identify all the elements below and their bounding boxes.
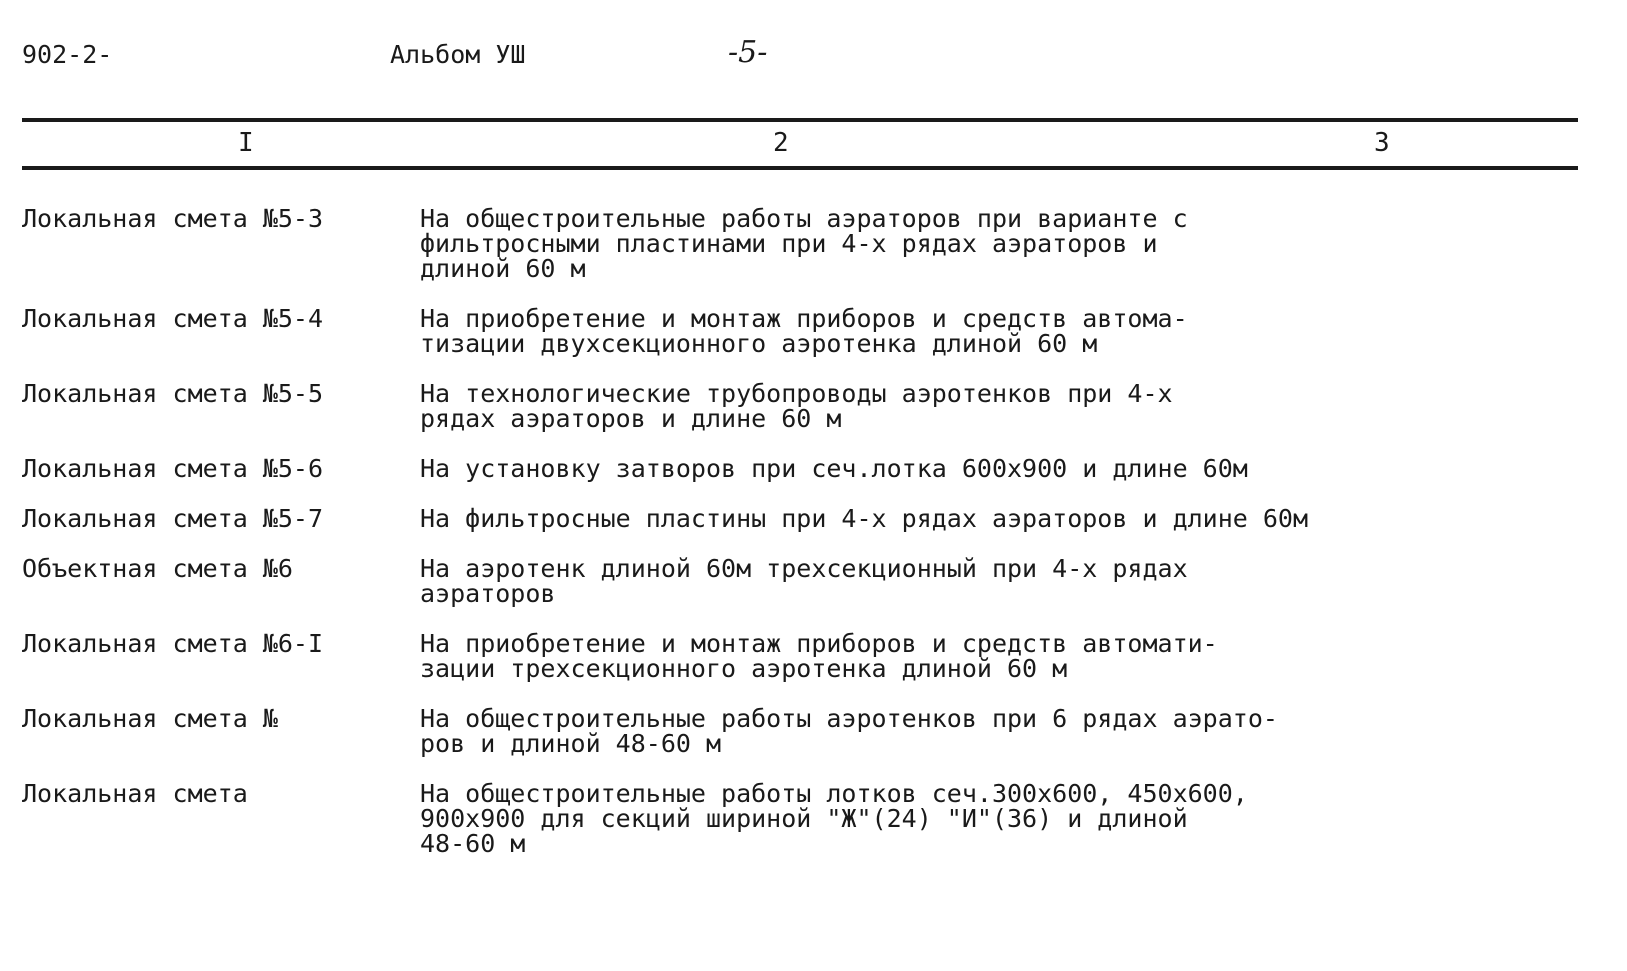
estimate-description — [420, 556, 1188, 606]
estimate-description — [420, 506, 1308, 531]
description-line: На общестроительные работы аэраторов при варианте с — [420, 204, 1188, 233]
description-line: 900х900 для секций шириной "Ж"(24) "И"(36) и длиной — [420, 804, 1188, 833]
estimate-description — [420, 456, 1248, 481]
album-label: Альбом УШ — [390, 40, 526, 69]
estimate-label: Локальная смета №6-I — [22, 629, 324, 658]
description-line: фильтросными пластинами при 4-х рядах аэраторов и — [420, 229, 1158, 258]
estimate-label: Объектная смета №6 — [22, 554, 293, 583]
estimate-label: Локальная смета — [22, 779, 248, 808]
table-header-rule — [22, 166, 1578, 170]
description-line: длиной 60 м — [420, 254, 586, 283]
column-number-3: 3 — [1374, 128, 1390, 158]
description-line: На технологические трубопроводы аэротенков при 4-х — [420, 379, 1173, 408]
description-line: 48-60 м — [420, 829, 526, 858]
description-line: На установку затворов при сеч.лотка 600х900 и длине 60м — [420, 454, 1248, 483]
estimate-label: Локальная смета №5-4 — [22, 304, 324, 333]
estimate-description — [420, 206, 1188, 281]
estimate-description — [420, 381, 1173, 431]
description-line: зации трехсекционного аэротенка длиной 60 м — [420, 654, 1068, 683]
description-line: На аэротенк длиной 60м трехсекционный при 4-х рядах — [420, 554, 1188, 583]
description-line: тизации двухсекционного аэротенка длиной 60 м — [420, 329, 1098, 358]
estimate-description — [420, 706, 1278, 756]
description-line: На приобретение и монтаж приборов и средств автомати- — [420, 629, 1218, 658]
description-line: На приобретение и монтаж приборов и средств автома- — [420, 304, 1188, 333]
estimate-label: Локальная смета №5-5 — [22, 379, 324, 408]
estimate-description — [420, 781, 1248, 856]
description-line: рядах аэраторов и длине 60 м — [420, 404, 842, 433]
page-number: -5- — [728, 35, 768, 70]
description-line: На общестроительные работы аэротенков при 6 рядах аэрато- — [420, 704, 1278, 733]
description-line: ров и длиной 48-60 м — [420, 729, 722, 758]
column-number-2: 2 — [773, 128, 789, 158]
description-line: аэраторов — [420, 579, 556, 608]
column-number-1: I — [238, 128, 254, 158]
table-top-rule — [22, 118, 1578, 122]
estimate-label: Локальная смета №5-6 — [22, 454, 324, 483]
estimate-description — [420, 306, 1188, 356]
estimate-label: Локальная смета №5-7 — [22, 504, 324, 533]
document-code: 902-2- — [22, 40, 113, 69]
description-line: На общестроительные работы лотков сеч.300х600, 450х600, — [420, 779, 1248, 808]
estimate-label: Локальная смета №5-3 — [22, 204, 324, 233]
description-line: На фильтросные пластины при 4-х рядах аэраторов и длине 60м — [420, 504, 1309, 533]
estimate-label: Локальная смета № — [22, 704, 278, 733]
estimate-description — [420, 631, 1218, 681]
